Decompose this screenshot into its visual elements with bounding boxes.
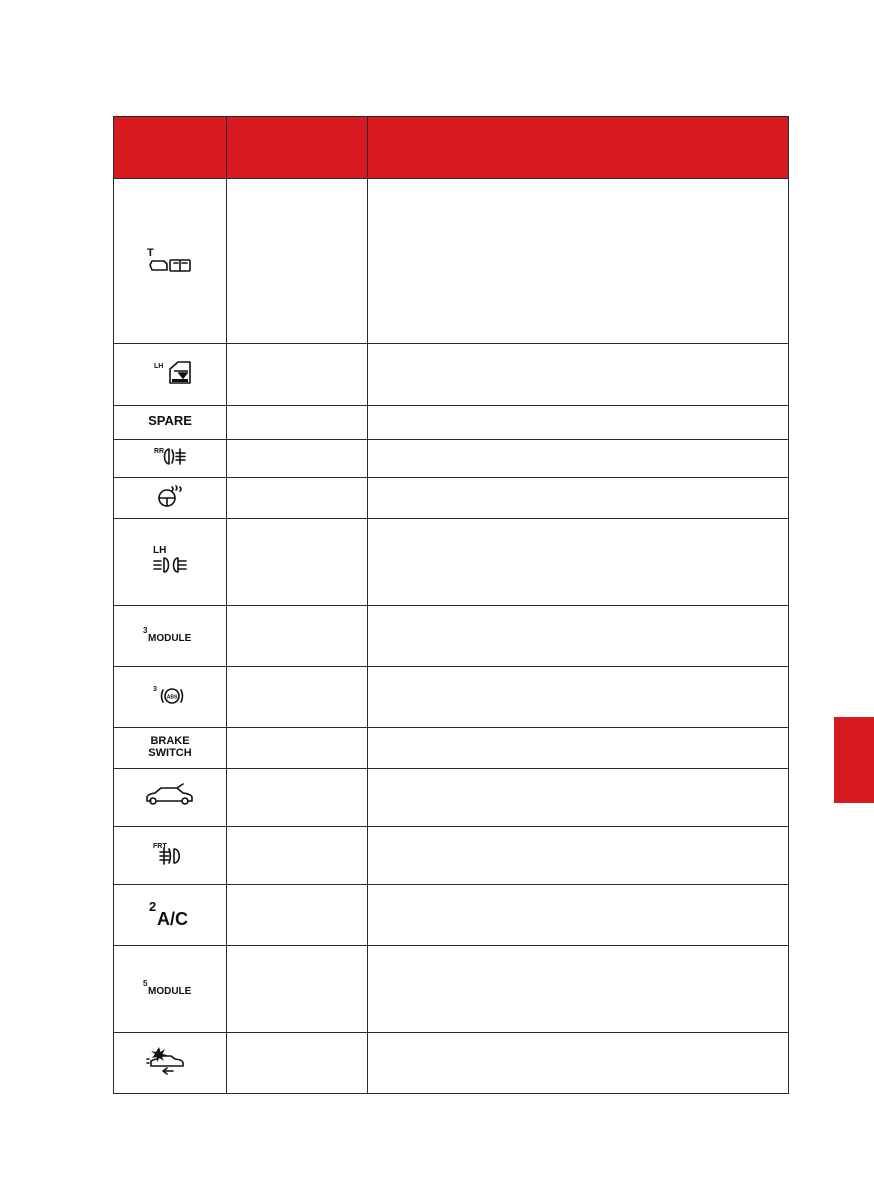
row-name: [227, 885, 368, 946]
row-description: [368, 344, 789, 406]
row-icon-cell: [114, 606, 227, 667]
header-description: [368, 117, 789, 179]
row-name: [227, 946, 368, 1033]
table-row: [114, 1033, 789, 1094]
row-icon-cell: [114, 946, 227, 1033]
module-3-label: [140, 624, 200, 644]
front-fog-light-icon: [146, 839, 194, 867]
svg-text:MODULE: MODULE: [148, 632, 192, 644]
row-description: [368, 440, 789, 478]
svg-text:SPARE: SPARE: [148, 413, 192, 428]
svg-text:A/C: A/C: [157, 908, 188, 928]
svg-text:2: 2: [149, 898, 157, 914]
row-name: [227, 406, 368, 440]
svg-text:SWITCH: SWITCH: [148, 746, 192, 759]
row-name: [227, 667, 368, 728]
table-row: [114, 179, 789, 344]
table-row: [114, 885, 789, 946]
table-header-row: [114, 117, 789, 179]
row-name: [227, 606, 368, 667]
engine-temperature-manual-transmission-icon: [144, 245, 196, 273]
svg-text:5: 5: [143, 978, 148, 988]
table-row: [114, 946, 789, 1033]
heated-steering-wheel-icon: [155, 483, 185, 509]
svg-text:ABS: ABS: [166, 694, 178, 700]
row-name: [227, 440, 368, 478]
row-name: [227, 1033, 368, 1094]
svg-text:FRT: FRT: [153, 843, 167, 850]
lh-power-window-icon: [146, 359, 194, 385]
table-row: [114, 344, 789, 406]
module-5-label: [140, 977, 200, 997]
row-description: [368, 519, 789, 606]
table-row: [114, 827, 789, 885]
section-tab: [834, 717, 874, 803]
row-icon-cell: [114, 478, 227, 519]
header-name: [227, 117, 368, 179]
table-row: [114, 667, 789, 728]
row-description: [368, 478, 789, 519]
ac-2-label: [140, 898, 200, 928]
row-icon-cell: [114, 728, 227, 769]
row-description: [368, 179, 789, 344]
row-name: [227, 769, 368, 827]
row-description: [368, 885, 789, 946]
rear-fog-light-icon: [146, 444, 194, 468]
row-description: [368, 406, 789, 440]
header-symbol: [114, 117, 227, 179]
table-row: [114, 440, 789, 478]
table-row: [114, 606, 789, 667]
row-icon-cell: [114, 344, 227, 406]
lh-headlamp-icon: [144, 542, 196, 578]
row-name: [227, 344, 368, 406]
row-icon-cell: [114, 667, 227, 728]
row-description: [368, 946, 789, 1033]
row-name: [227, 179, 368, 344]
row-icon-cell: [114, 440, 227, 478]
table-row: [114, 406, 789, 440]
row-description: [368, 667, 789, 728]
row-name: [227, 519, 368, 606]
vehicle-trunk-icon: [143, 782, 197, 808]
spare-label: [140, 411, 200, 429]
row-description: [368, 769, 789, 827]
row-description: [368, 827, 789, 885]
row-icon-cell: [114, 519, 227, 606]
svg-text:3: 3: [153, 685, 157, 693]
fuse-table: [113, 116, 789, 1094]
svg-text:T: T: [147, 246, 154, 259]
svg-text:LH: LH: [153, 544, 167, 556]
table-row: [114, 728, 789, 769]
row-description: [368, 728, 789, 769]
lh-label: LH: [154, 363, 164, 370]
table-row: [114, 478, 789, 519]
table-row: [114, 519, 789, 606]
svg-text:RR: RR: [154, 448, 165, 455]
row-icon-cell: [114, 827, 227, 885]
table-row: [114, 769, 789, 827]
row-name: [227, 827, 368, 885]
collision-warning-icon: [145, 1045, 195, 1077]
row-name: [227, 478, 368, 519]
row-icon-cell: [114, 179, 227, 344]
brake-switch-label: [140, 731, 200, 761]
svg-text:MODULE: MODULE: [148, 985, 192, 997]
row-icon-cell: [114, 885, 227, 946]
svg-text:BRAKE: BRAKE: [150, 734, 190, 747]
row-description: [368, 606, 789, 667]
row-description: [368, 1033, 789, 1094]
row-name: [227, 728, 368, 769]
row-icon-cell: [114, 406, 227, 440]
row-icon-cell: [114, 769, 227, 827]
abs-3-icon: [146, 682, 194, 708]
row-icon-cell: [114, 1033, 227, 1094]
svg-text:3: 3: [143, 625, 148, 635]
